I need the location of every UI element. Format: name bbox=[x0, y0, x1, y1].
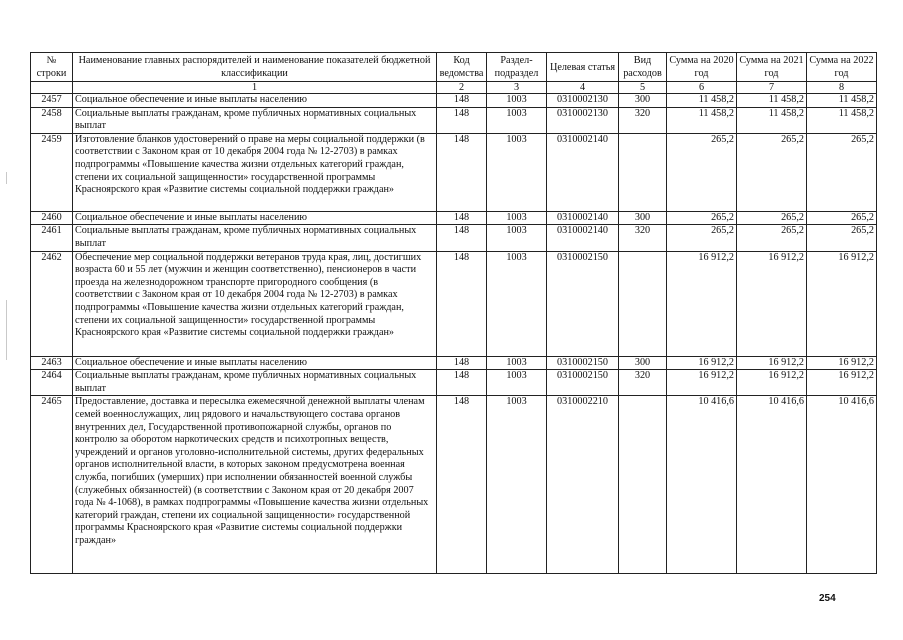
cell-sum-2020: 16 912,2 bbox=[667, 356, 737, 370]
cell-dept: 148 bbox=[437, 133, 487, 211]
cell-type: 300 bbox=[619, 356, 667, 370]
cell-article: 0310002130 bbox=[547, 94, 619, 108]
header-sum-2022: Сумма на 2022 год bbox=[807, 53, 877, 82]
cell-section: 1003 bbox=[487, 133, 547, 211]
cell-sum-2020: 11 458,2 bbox=[667, 94, 737, 108]
header-sum-2020: Сумма на 2020 год bbox=[667, 53, 737, 82]
table-row bbox=[31, 370, 877, 396]
cell-type bbox=[619, 133, 667, 211]
cell-sum-2020: 10 416,6 bbox=[667, 396, 737, 574]
cell-sum-2020: 16 912,2 bbox=[667, 251, 737, 356]
column-number: 4 bbox=[547, 82, 619, 94]
cell-name: Социальное обеспечение и иные выплаты населению bbox=[73, 94, 437, 108]
cell-row-no: 2458 bbox=[31, 107, 73, 133]
cell-sum-2020: 265,2 bbox=[667, 133, 737, 211]
column-number: 8 bbox=[807, 82, 877, 94]
page-number: 254 bbox=[819, 593, 836, 604]
cell-sum-2020: 11 458,2 bbox=[667, 107, 737, 133]
cell-dept: 148 bbox=[437, 94, 487, 108]
cell-article: 0310002150 bbox=[547, 251, 619, 356]
cell-section: 1003 bbox=[487, 396, 547, 574]
cell-section: 1003 bbox=[487, 94, 547, 108]
cell-sum-2021: 11 458,2 bbox=[737, 107, 807, 133]
column-number: 5 bbox=[619, 82, 667, 94]
column-number: 2 bbox=[437, 82, 487, 94]
cell-section: 1003 bbox=[487, 107, 547, 133]
cell-name: Социальные выплаты гражданам, кроме публичных нормативных социальных выплат bbox=[73, 107, 437, 133]
cell-sum-2021: 11 458,2 bbox=[737, 94, 807, 108]
cell-type bbox=[619, 251, 667, 356]
cell-type: 320 bbox=[619, 225, 667, 251]
cell-type bbox=[619, 396, 667, 574]
header-expense-type: Вид расходов bbox=[619, 53, 667, 82]
cell-section: 1003 bbox=[487, 225, 547, 251]
table-row bbox=[31, 133, 877, 211]
column-number: 3 bbox=[487, 82, 547, 94]
cell-article: 0310002140 bbox=[547, 225, 619, 251]
cell-section: 1003 bbox=[487, 356, 547, 370]
cell-row-no: 2464 bbox=[31, 370, 73, 396]
cell-dept: 148 bbox=[437, 107, 487, 133]
header-row-no: № строки bbox=[31, 53, 73, 82]
cell-name: Социальное обеспечение и иные выплаты населению bbox=[73, 356, 437, 370]
cell-row-no: 2460 bbox=[31, 211, 73, 225]
cell-article: 0310002150 bbox=[547, 356, 619, 370]
cell-type: 320 bbox=[619, 107, 667, 133]
cell-name: Социальные выплаты гражданам, кроме публичных нормативных социальных выплат bbox=[73, 225, 437, 251]
table-header bbox=[31, 53, 877, 94]
cell-article: 0310002210 bbox=[547, 396, 619, 574]
cell-sum-2022: 11 458,2 bbox=[807, 94, 877, 108]
cell-article: 0310002140 bbox=[547, 211, 619, 225]
cell-type: 300 bbox=[619, 94, 667, 108]
header-section: Раздел-подраздел bbox=[487, 53, 547, 82]
cell-dept: 148 bbox=[437, 370, 487, 396]
cell-dept: 148 bbox=[437, 211, 487, 225]
table-row bbox=[31, 225, 877, 251]
table-row bbox=[31, 94, 877, 108]
column-number: 7 bbox=[737, 82, 807, 94]
cell-row-no: 2463 bbox=[31, 356, 73, 370]
cell-row-no: 2462 bbox=[31, 251, 73, 356]
column-number bbox=[31, 82, 73, 94]
cell-sum-2022: 265,2 bbox=[807, 211, 877, 225]
cell-sum-2022: 16 912,2 bbox=[807, 370, 877, 396]
scan-edge-mark bbox=[6, 300, 7, 360]
cell-sum-2021: 10 416,6 bbox=[737, 396, 807, 574]
table-row bbox=[31, 107, 877, 133]
cell-article: 0310002150 bbox=[547, 370, 619, 396]
cell-row-no: 2457 bbox=[31, 94, 73, 108]
header-target-article: Целевая статья bbox=[547, 53, 619, 82]
cell-section: 1003 bbox=[487, 211, 547, 225]
cell-sum-2021: 265,2 bbox=[737, 225, 807, 251]
cell-name: Обеспечение мер социальной поддержки ветеранов труда края, лиц, достигших возраста 60 и 55 лет (мужчин и женщин соответственно), пенсионеров в части проезда на железнодорожном транспорте пригородного сообщения (в соответствии с Законом края от 10 декабря 2004 года № 12-2703) в рамках подпрограммы «Повышение качества жизни отдельных категорий граждан, степени их социальной защищенности» государственной программы Красноярского края «Развитие системы социальной поддержки граждан» bbox=[73, 251, 437, 356]
cell-sum-2021: 16 912,2 bbox=[737, 251, 807, 356]
cell-row-no: 2459 bbox=[31, 133, 73, 211]
table-row bbox=[31, 356, 877, 370]
cell-sum-2020: 265,2 bbox=[667, 211, 737, 225]
cell-sum-2021: 16 912,2 bbox=[737, 356, 807, 370]
scan-edge-mark bbox=[6, 172, 7, 184]
cell-sum-2021: 265,2 bbox=[737, 211, 807, 225]
cell-article: 0310002130 bbox=[547, 107, 619, 133]
cell-sum-2022: 16 912,2 bbox=[807, 251, 877, 356]
cell-name: Социальные выплаты гражданам, кроме публичных нормативных социальных выплат bbox=[73, 370, 437, 396]
cell-sum-2020: 16 912,2 bbox=[667, 370, 737, 396]
cell-section: 1003 bbox=[487, 251, 547, 356]
cell-type: 320 bbox=[619, 370, 667, 396]
header-name: Наименование главных распорядителей и наименование показателей бюджетной классификации bbox=[73, 53, 437, 82]
header-sum-2021: Сумма на 2021 год bbox=[737, 53, 807, 82]
cell-article: 0310002140 bbox=[547, 133, 619, 211]
cell-sum-2022: 16 912,2 bbox=[807, 356, 877, 370]
table-row bbox=[31, 211, 877, 225]
cell-dept: 148 bbox=[437, 251, 487, 356]
header-dept-code: Код ведомства bbox=[437, 53, 487, 82]
cell-row-no: 2465 bbox=[31, 396, 73, 574]
cell-dept: 148 bbox=[437, 225, 487, 251]
column-number: 6 bbox=[667, 82, 737, 94]
cell-sum-2022: 11 458,2 bbox=[807, 107, 877, 133]
table-row bbox=[31, 251, 877, 356]
budget-table bbox=[30, 52, 877, 574]
cell-sum-2020: 265,2 bbox=[667, 225, 737, 251]
column-number: 1 bbox=[73, 82, 437, 94]
cell-dept: 148 bbox=[437, 356, 487, 370]
cell-name: Социальное обеспечение и иные выплаты населению bbox=[73, 211, 437, 225]
cell-sum-2022: 265,2 bbox=[807, 133, 877, 211]
cell-type: 300 bbox=[619, 211, 667, 225]
cell-dept: 148 bbox=[437, 396, 487, 574]
column-number-row bbox=[31, 82, 877, 94]
cell-name: Предоставление, доставка и пересылка ежемесячной денежной выплаты членам семей военнослужащих, лиц рядового и начальствующего состава органов внутренних дел, Государственной противопожарной службы, органов по контролю за оборотом наркотических средств и психотропных веществ, учреждений и органов уголовно-исполнительной системы, других федеральных органов исполнительной власти, в которых законом предусмотрена военная служба, погибших (умерших) при исполнении обязанностей военной службы (служебных обязанностей) (в соответствии с Законом края от 20 декабря 2007 года № 4-1068), в рамках подпрограммы «Повышение качества жизни отдельных категорий граждан, степени их социальной защищенности» государственной программы Красноярского края «Развитие системы социальной поддержки граждан» bbox=[73, 396, 437, 574]
cell-sum-2021: 16 912,2 bbox=[737, 370, 807, 396]
cell-sum-2021: 265,2 bbox=[737, 133, 807, 211]
cell-section: 1003 bbox=[487, 370, 547, 396]
cell-row-no: 2461 bbox=[31, 225, 73, 251]
cell-sum-2022: 265,2 bbox=[807, 225, 877, 251]
cell-sum-2022: 10 416,6 bbox=[807, 396, 877, 574]
table-row bbox=[31, 396, 877, 574]
cell-name: Изготовление бланков удостоверений о праве на меры социальной поддержки (в соответствии с Законом края от 10 декабря 2004 года № 12-2703) в рамках подпрограммы «Повышение качества жизни отдельных категорий граждан, степени их социальной защищенности» государственной программы Красноярского края «Развитие системы социальной поддержки граждан» bbox=[73, 133, 437, 211]
